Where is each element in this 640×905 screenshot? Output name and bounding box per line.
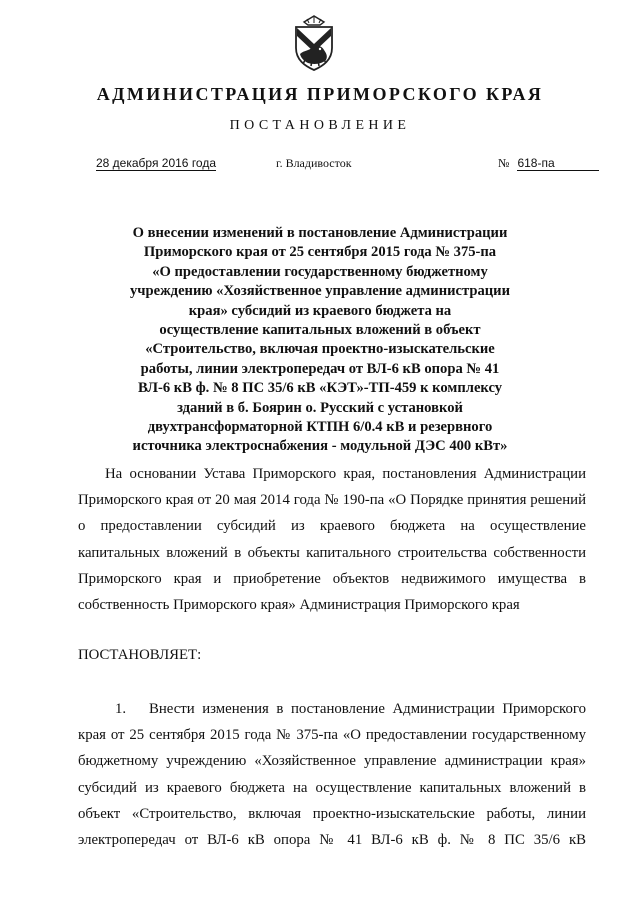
preamble-line: Приморского края и приобретение объектов недвижимого имущества в [78, 570, 586, 587]
item-1-line: края от 25 сентября 2015 года № 375-па «О предоставлении государственному [78, 727, 586, 744]
preamble-line: о предоставлении субсидий из краевого бюджета на осуществление [78, 518, 586, 535]
document-subject [110, 224, 530, 457]
document-date-value: 28 декабря 2016 года [96, 156, 217, 170]
document-date [96, 156, 216, 171]
number-sign: № [498, 156, 510, 170]
preamble-line: собственность Приморского края» Администрация Приморского края [78, 597, 520, 614]
subject-line: учреждению «Хозяйственное управление администрации [129, 283, 510, 300]
coat-of-arms-icon [290, 14, 338, 72]
subject-line: работы, линии электропередач от ВЛ-6 кВ опора № 41 [140, 360, 500, 377]
subject-line: ВЛ-6 кВ ф. № 8 ПС 35/6 кВ «КЭТ»-ТП-459 к комплексу [137, 380, 503, 397]
preamble-line: На основании Устава Приморского края, постановления Администрации [105, 466, 586, 482]
subject-line: «Строительство, включая проектно-изыскательские [145, 341, 495, 358]
document-number-value: 618-па [517, 157, 599, 171]
item-1-line: электропередач от ВЛ-6 кВ опора № 41 ВЛ-6 кВ ф. № 8 ПС 35/6 кВ [78, 832, 586, 849]
item-number: 1. [115, 701, 127, 717]
subject-line: «О предоставлении государственному бюджетному [152, 263, 488, 280]
subject-line: О внесении изменений в постановление Администрации [132, 225, 508, 241]
organization-title: АДМИНИСТРАЦИЯ ПРИМОРСКОГО КРАЯ [96, 84, 544, 104]
document-city: г. Владивосток [276, 156, 352, 170]
preamble-line: капитальных вложений в объекты капитального строительства собственности [78, 544, 586, 561]
item-1-line: субсидий из краевого бюджета на осуществление капитальных вложений в [78, 779, 586, 796]
preamble-paragraph [78, 461, 586, 618]
item-1-line: бюджетному учреждению «Хозяйственное управление администрации края» [78, 753, 586, 770]
subject-line: Приморского края от 25 сентября 2015 года № 375-па [143, 244, 497, 261]
document-number [498, 156, 599, 171]
item-1-line: Внести изменения в постановление Администрации Приморского [149, 701, 586, 717]
item-1-first-line [78, 696, 586, 722]
subject-line: двухтрансформаторной КТПН 6/0.4 кВ и резервного [147, 419, 493, 436]
preamble-line: Приморского края от 20 мая 2014 года № 190-па «О Порядке принятия решений [78, 492, 586, 509]
subject-line: источника электроснабжения - модульной ДЭС 400 кВт» [132, 438, 508, 455]
item-1-line: объект «Строительство, включая проектно-изыскательские работы, линии [78, 805, 586, 822]
document-type: ПОСТАНОВЛЕНИЕ [229, 118, 411, 133]
item-1-paragraph [78, 696, 586, 853]
resolves-heading: ПОСТАНОВЛЯЕТ: [78, 647, 202, 663]
subject-line: зданий в б. Боярин о. Русский с установкой [177, 399, 463, 416]
subject-line: края» субсидий из краевого бюджета на [188, 302, 452, 319]
subject-line: осуществление капитальных вложений в объект [159, 322, 481, 339]
